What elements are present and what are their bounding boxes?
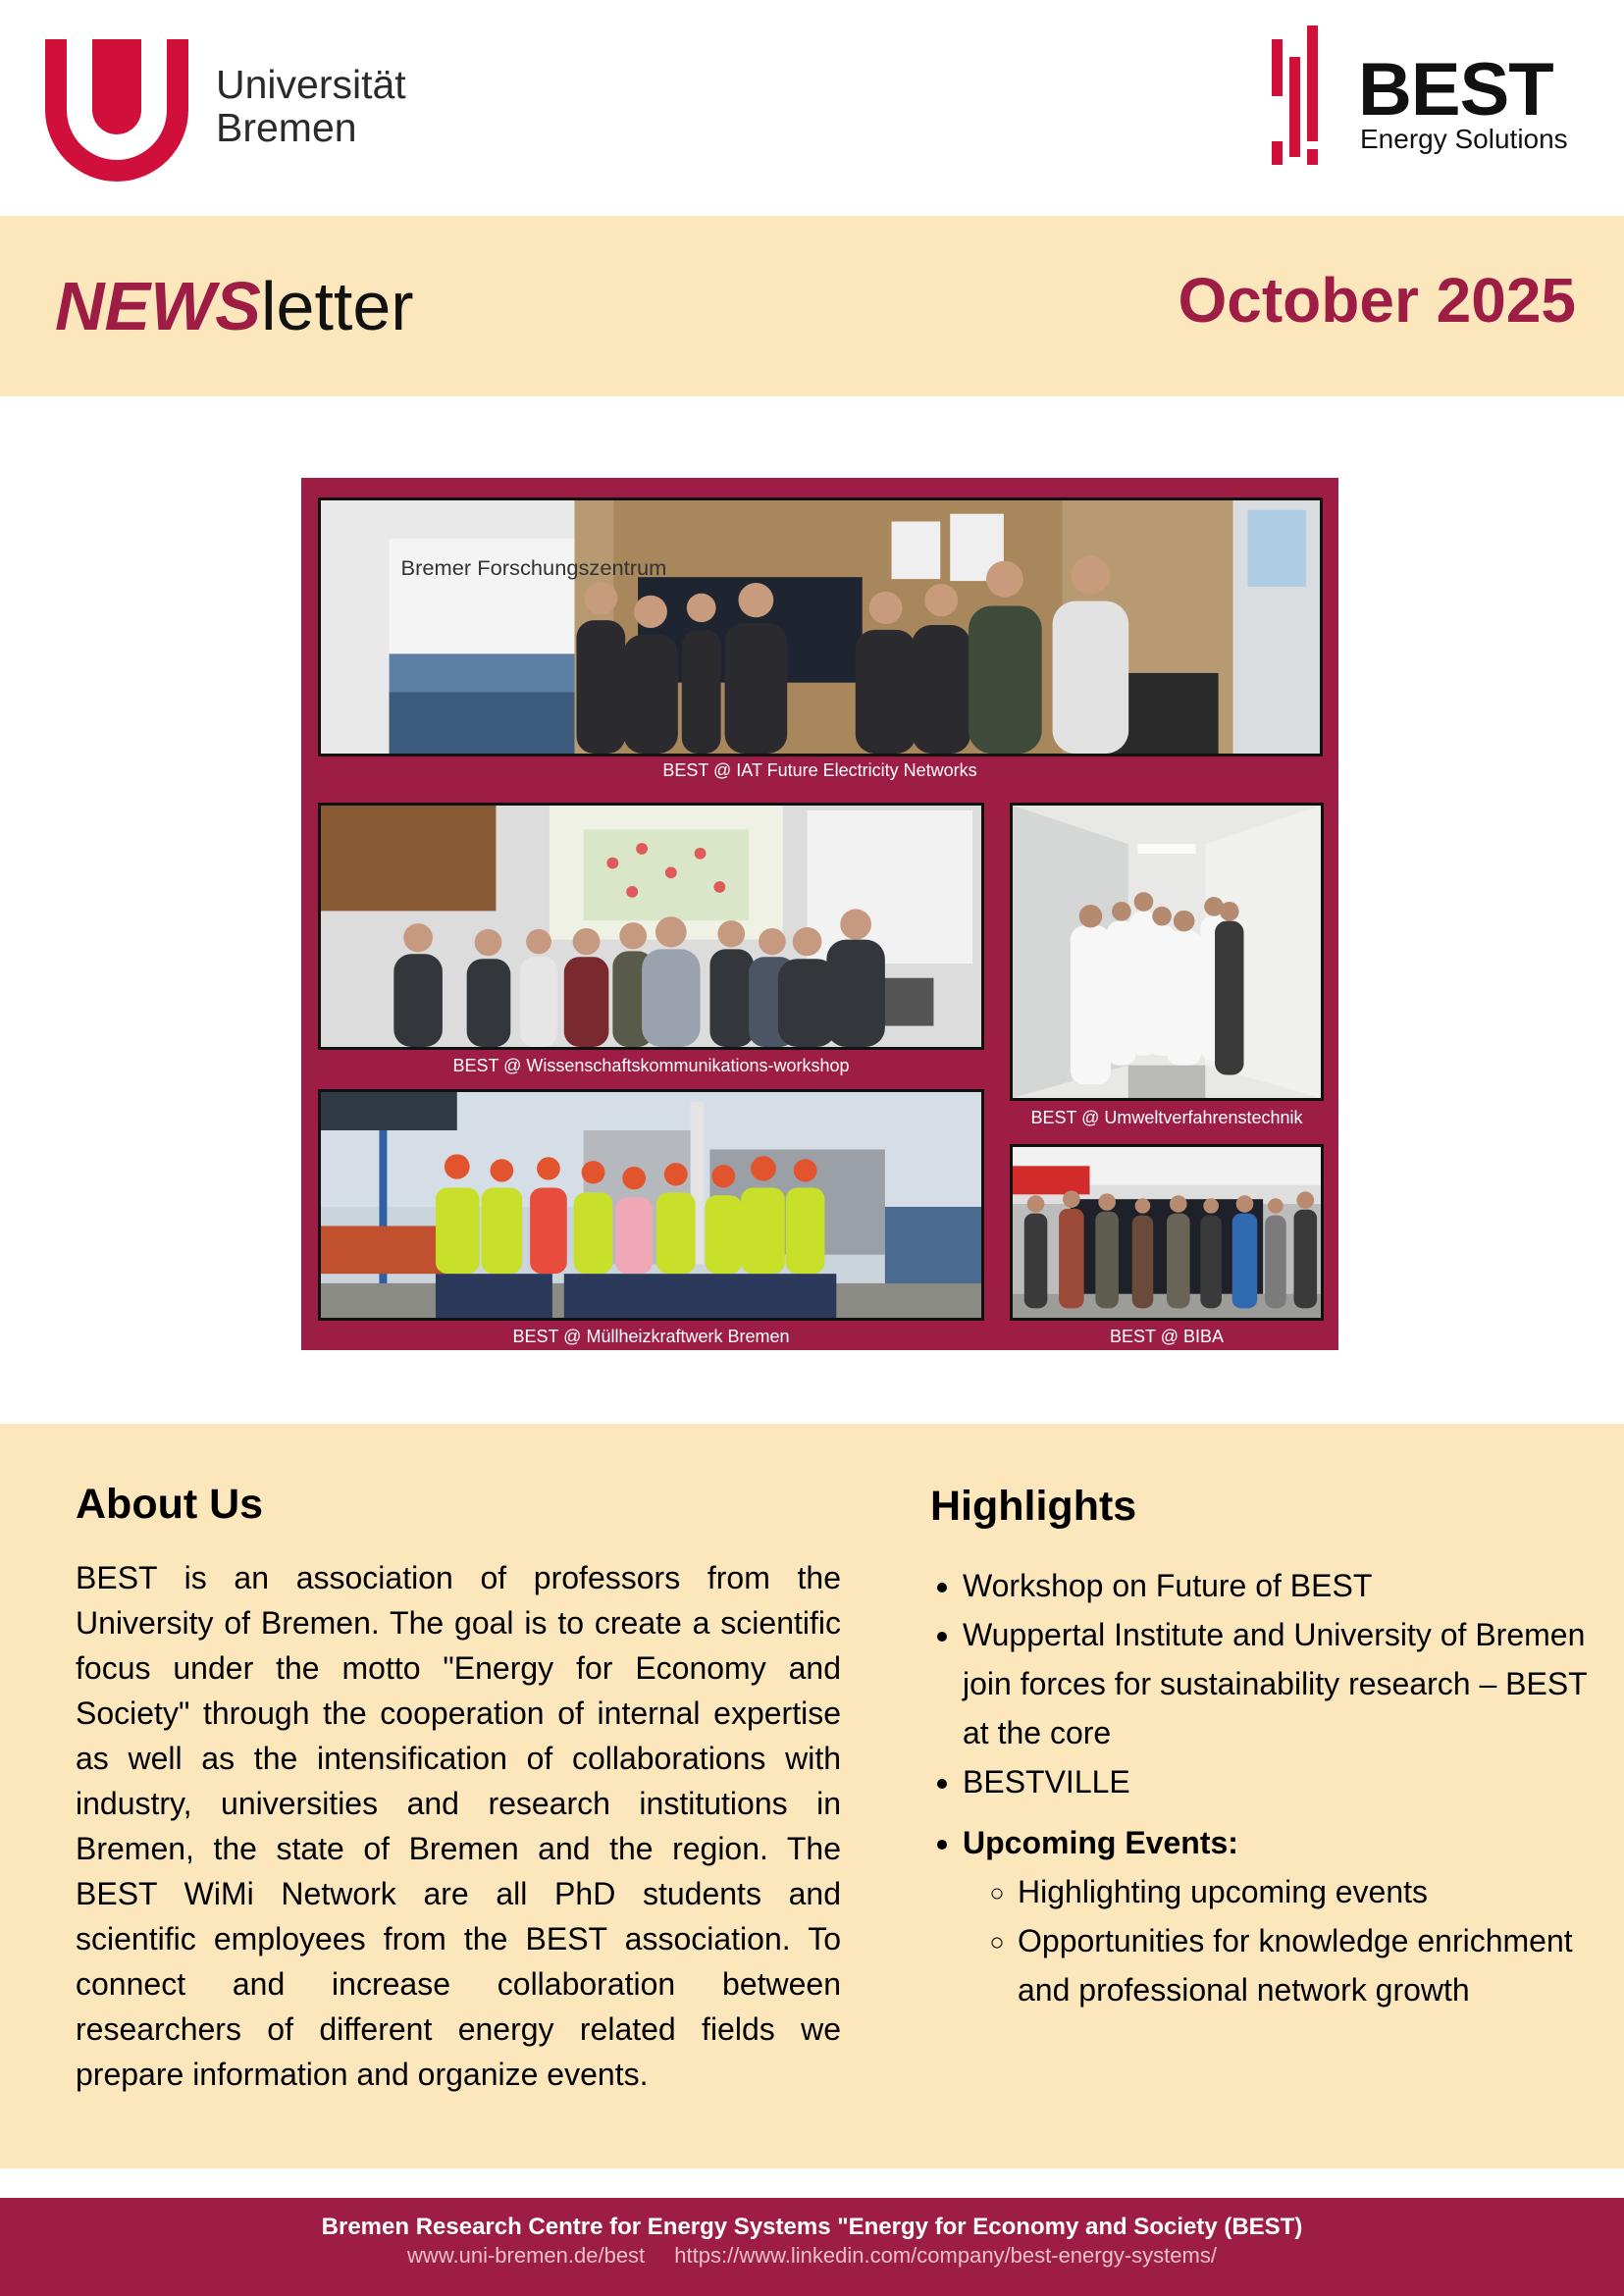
photo-biba	[1010, 1144, 1324, 1321]
upcoming-events-list	[963, 1867, 1591, 2014]
best-bars-icon	[1266, 26, 1344, 173]
newsletter-title-letter: letter	[261, 268, 414, 344]
best-logo-name: BEST	[1358, 48, 1553, 131]
uni-bremen-logo-icon	[43, 35, 190, 183]
best-logo	[1266, 26, 1590, 173]
caption-iat: BEST @ IAT Future Electricity Networks	[662, 760, 977, 780]
highlight-item: • Workshop on Future of BEST	[963, 1561, 1591, 1610]
website-link[interactable]: www.uni-bremen.de/best	[407, 2243, 646, 2268]
highlight-item: • BESTVILLE	[963, 1757, 1591, 1806]
newsletter-date: October 2025	[1178, 265, 1576, 336]
highlight-item: • Wuppertal Institute and University of Bremen join forces for sustainability research – BEST at the core	[963, 1610, 1591, 1757]
caption-umwelt: BEST @ Umweltverfahrenstechnik	[1030, 1108, 1303, 1127]
footer	[0, 2198, 1624, 2296]
newsletter-banner	[0, 216, 1624, 396]
newsletter-title-news: NEWS	[55, 268, 261, 344]
about-text: BEST is an association of professors from the University of Bremen. The goal is to create a scientific focus under the motto "Energy for Economy and Society" through the cooperation of internal expertise as well as the intensification of collaborations with industry, universities and research institutions in Bremen, the state of Bremen and the region. The BEST WiMi Network are all PhD students and scientific employees from the BEST association. To connect and increase collaboration between researchers of different energy related fields we prepare information and organize events.	[76, 1560, 841, 2092]
photo-muellheizkraftwerk	[318, 1089, 984, 1321]
about-heading: About Us	[76, 1481, 264, 1528]
info-section	[0, 1424, 1624, 2168]
upcoming-events-label: Upcoming Events:	[963, 1825, 1238, 1860]
upcoming-events	[963, 1818, 1591, 2014]
linkedin-link[interactable]: https://www.linkedin.com/company/best-energy-systems/	[674, 2243, 1217, 2268]
caption-workshop: BEST @ Wissenschaftskommunikations-workshop	[452, 1056, 850, 1075]
photo-iat-lab	[318, 497, 1323, 757]
footer-links	[0, 2243, 1624, 2269]
uni-name-line1: Universität	[216, 62, 406, 107]
highlights-heading: Highlights	[930, 1483, 1137, 1530]
photo-umwelt	[1010, 803, 1324, 1101]
newsletter-title	[55, 267, 414, 345]
roll-up-line: Bremer Forschungszentrum	[400, 555, 667, 581]
photo-workshop	[318, 803, 984, 1050]
caption-biba: BEST @ BIBA	[1110, 1327, 1224, 1346]
caption-muellheizkraftwerk: BEST @ Müllheizkraftwerk Bremen	[512, 1327, 790, 1346]
photo-collage	[301, 478, 1338, 1350]
upcoming-event-item: ◦ Opportunities for knowledge enrichment and professional network growth	[1018, 1916, 1591, 2014]
uni-name	[216, 63, 406, 149]
highlights-list	[930, 1561, 1591, 2014]
footer-title: Bremen Research Centre for Energy Systems "Energy for Economy and Society (BEST)	[321, 2214, 1303, 2240]
best-logo-tagline: Energy Solutions	[1360, 124, 1568, 154]
uni-name-line2: Bremen	[216, 105, 357, 150]
uni-bremen-logo	[43, 35, 455, 183]
upcoming-event-item: ◦ Highlighting upcoming events	[1018, 1867, 1591, 1916]
